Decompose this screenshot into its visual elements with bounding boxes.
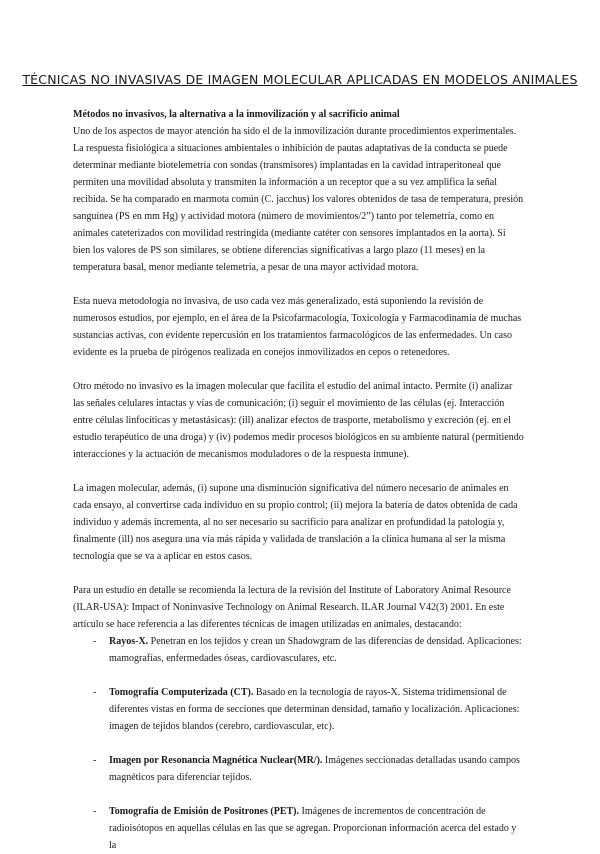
page-title: TÉCNICAS NO INVASIVAS DE IMAGEN MOLECULAR APLICADAS EN MODELOS ANIMALES (22, 72, 578, 87)
bullet-text: Penetran en los tejidos y crean un Shadowgram de las diferencias de densidad. Aplicaciones: mamografías, enfermedades óseas, cardiovasculares, etc. (109, 636, 522, 664)
bullet-text: Imágenes seccionadas detalladas usando campos magnéticos para diferenciar tejidos. (109, 755, 520, 783)
bullet-dash: - (93, 687, 97, 698)
paragraph-5: Para un estudio en detalle se recomienda la lectura de la revisión del Institute of Laboratory Animal Resource (ILAR-USA): Impact of Noninvasive Technology on Animal Research. ILAR Journal V42(3) 2001. En este artículo se hace referencia a las diferentes técnicas de imagen utilizadas en animales, destacando: (73, 585, 511, 630)
bullet-dash: - (93, 636, 97, 647)
bullet-dash: - (93, 806, 97, 817)
list-item-pet (73, 803, 525, 854)
list-item-rayos-x (73, 633, 525, 667)
paragraph-4: La imagen molecular, además, (i) supone una disminución significativa del número necesario de animales en cada ensayo, al convertirse cada individuo en su propio control; (ii) mejora la batería de datos obtenida de cada individuo y además incrementa, al no ser necesario su sacrificio para analizar en profundidad la patología y, finalmente (ill) nos asegura una vía más rápida y validada de translación a la clínica humana al ser la misma tecnología que se va a aplicar en estos casos. (73, 483, 518, 562)
bullet-term: Tomografía Computerizada (CT). (109, 687, 254, 698)
paragraph-3: Otro método no invasivo es la imagen molecular que facilita el estudio del animal intacto. Permite (i) analizar las señales celulares intactas y vías de comunicación; (i) seguir el movimiento de las células (ej. Interacción entre células linfocíticas y metastásicas): (ill) analizar efectos de trasporte, metabolismo y excreción (ej. en el estudio terapéutico de una droga) y (iv) podemos medir procesos biológicos en su ambiente natural (permitiendo interacciones y la actuación de mecanismos moduladores o de la respuesta inmune). (73, 381, 524, 460)
bullet-term: Imagen por Resonancia Magnética Nuclear(MR/). (109, 755, 323, 766)
bullet-dash: - (93, 755, 97, 766)
bullet-term: Rayos-X. (109, 636, 149, 647)
section-heading: Métodos no invasivos, la alternativa a la inmovilización y al sacrificio animal (73, 109, 400, 120)
paragraph-1: Uno de los aspectos de mayor atención ha sido el de la inmovilización durante procedimientos experimentales. La respuesta fisiológica a situaciones ambientales o inhibición de pautas adaptativas de la conducta se puede determinar mediante biotelemetría con sondas (transmisores) implantadas en la cavidad intraperitoneal que permiten una movilidad absoluta y transmiten la información a un receptor que a su vez amplifica la señal recibida. Se ha comparado en marmota común (C. jacchus) los valores obtenidos de tasa de temperatura, presión sanguínea (PS en mm Hg) y actividad motora (número de movimientos/2”) tanto por telemetría, como en animales cateterizados con movilidad restringida (mediante catéter con sensores implantados en la aorta). Si bien los valores de PS son similares, se obtiene diferencias significativas a largo plazo (11 meses) en la temperatura basal, menor mediante telemetría, a pesar de una mayor actividad motora. (73, 126, 524, 273)
list-item-ct (73, 684, 525, 735)
document-body (73, 106, 525, 854)
bullet-text: Imágenes de incrementos de concentración de radioisótopos en aquellas células en las que se agregan. Proporcionan información acerca del estado y la (109, 806, 517, 851)
paragraph-2: Esta nueva metodología no invasiva, de uso cada vez más generalizado, está suponiendo la revisión de numerosos estudios, por ejemplo, en el área de la Psicofarmacología, Toxicología y Farmacodinamia de muchas sustancias activas, con evidente repercusión en los tratamientos farmacológicos de las enfermedades. Un caso evidente es la prueba de pirógenos realizada en conejos inmovilizados en cepos o retenedores. (73, 296, 522, 358)
bullet-term: Tomografía de Emisión de Positrones (PET). (109, 806, 300, 817)
list-item-mri (73, 752, 525, 786)
bullet-text: Basado en la tecnología de rayos-X. Sistema tridimensional de diferentes vistas en forma de secciones que determinan densidad, tamaño y localización. Aplicaciones: imagen de tejidos blandos (cerebro, cardiovascular, etc). (109, 687, 520, 732)
